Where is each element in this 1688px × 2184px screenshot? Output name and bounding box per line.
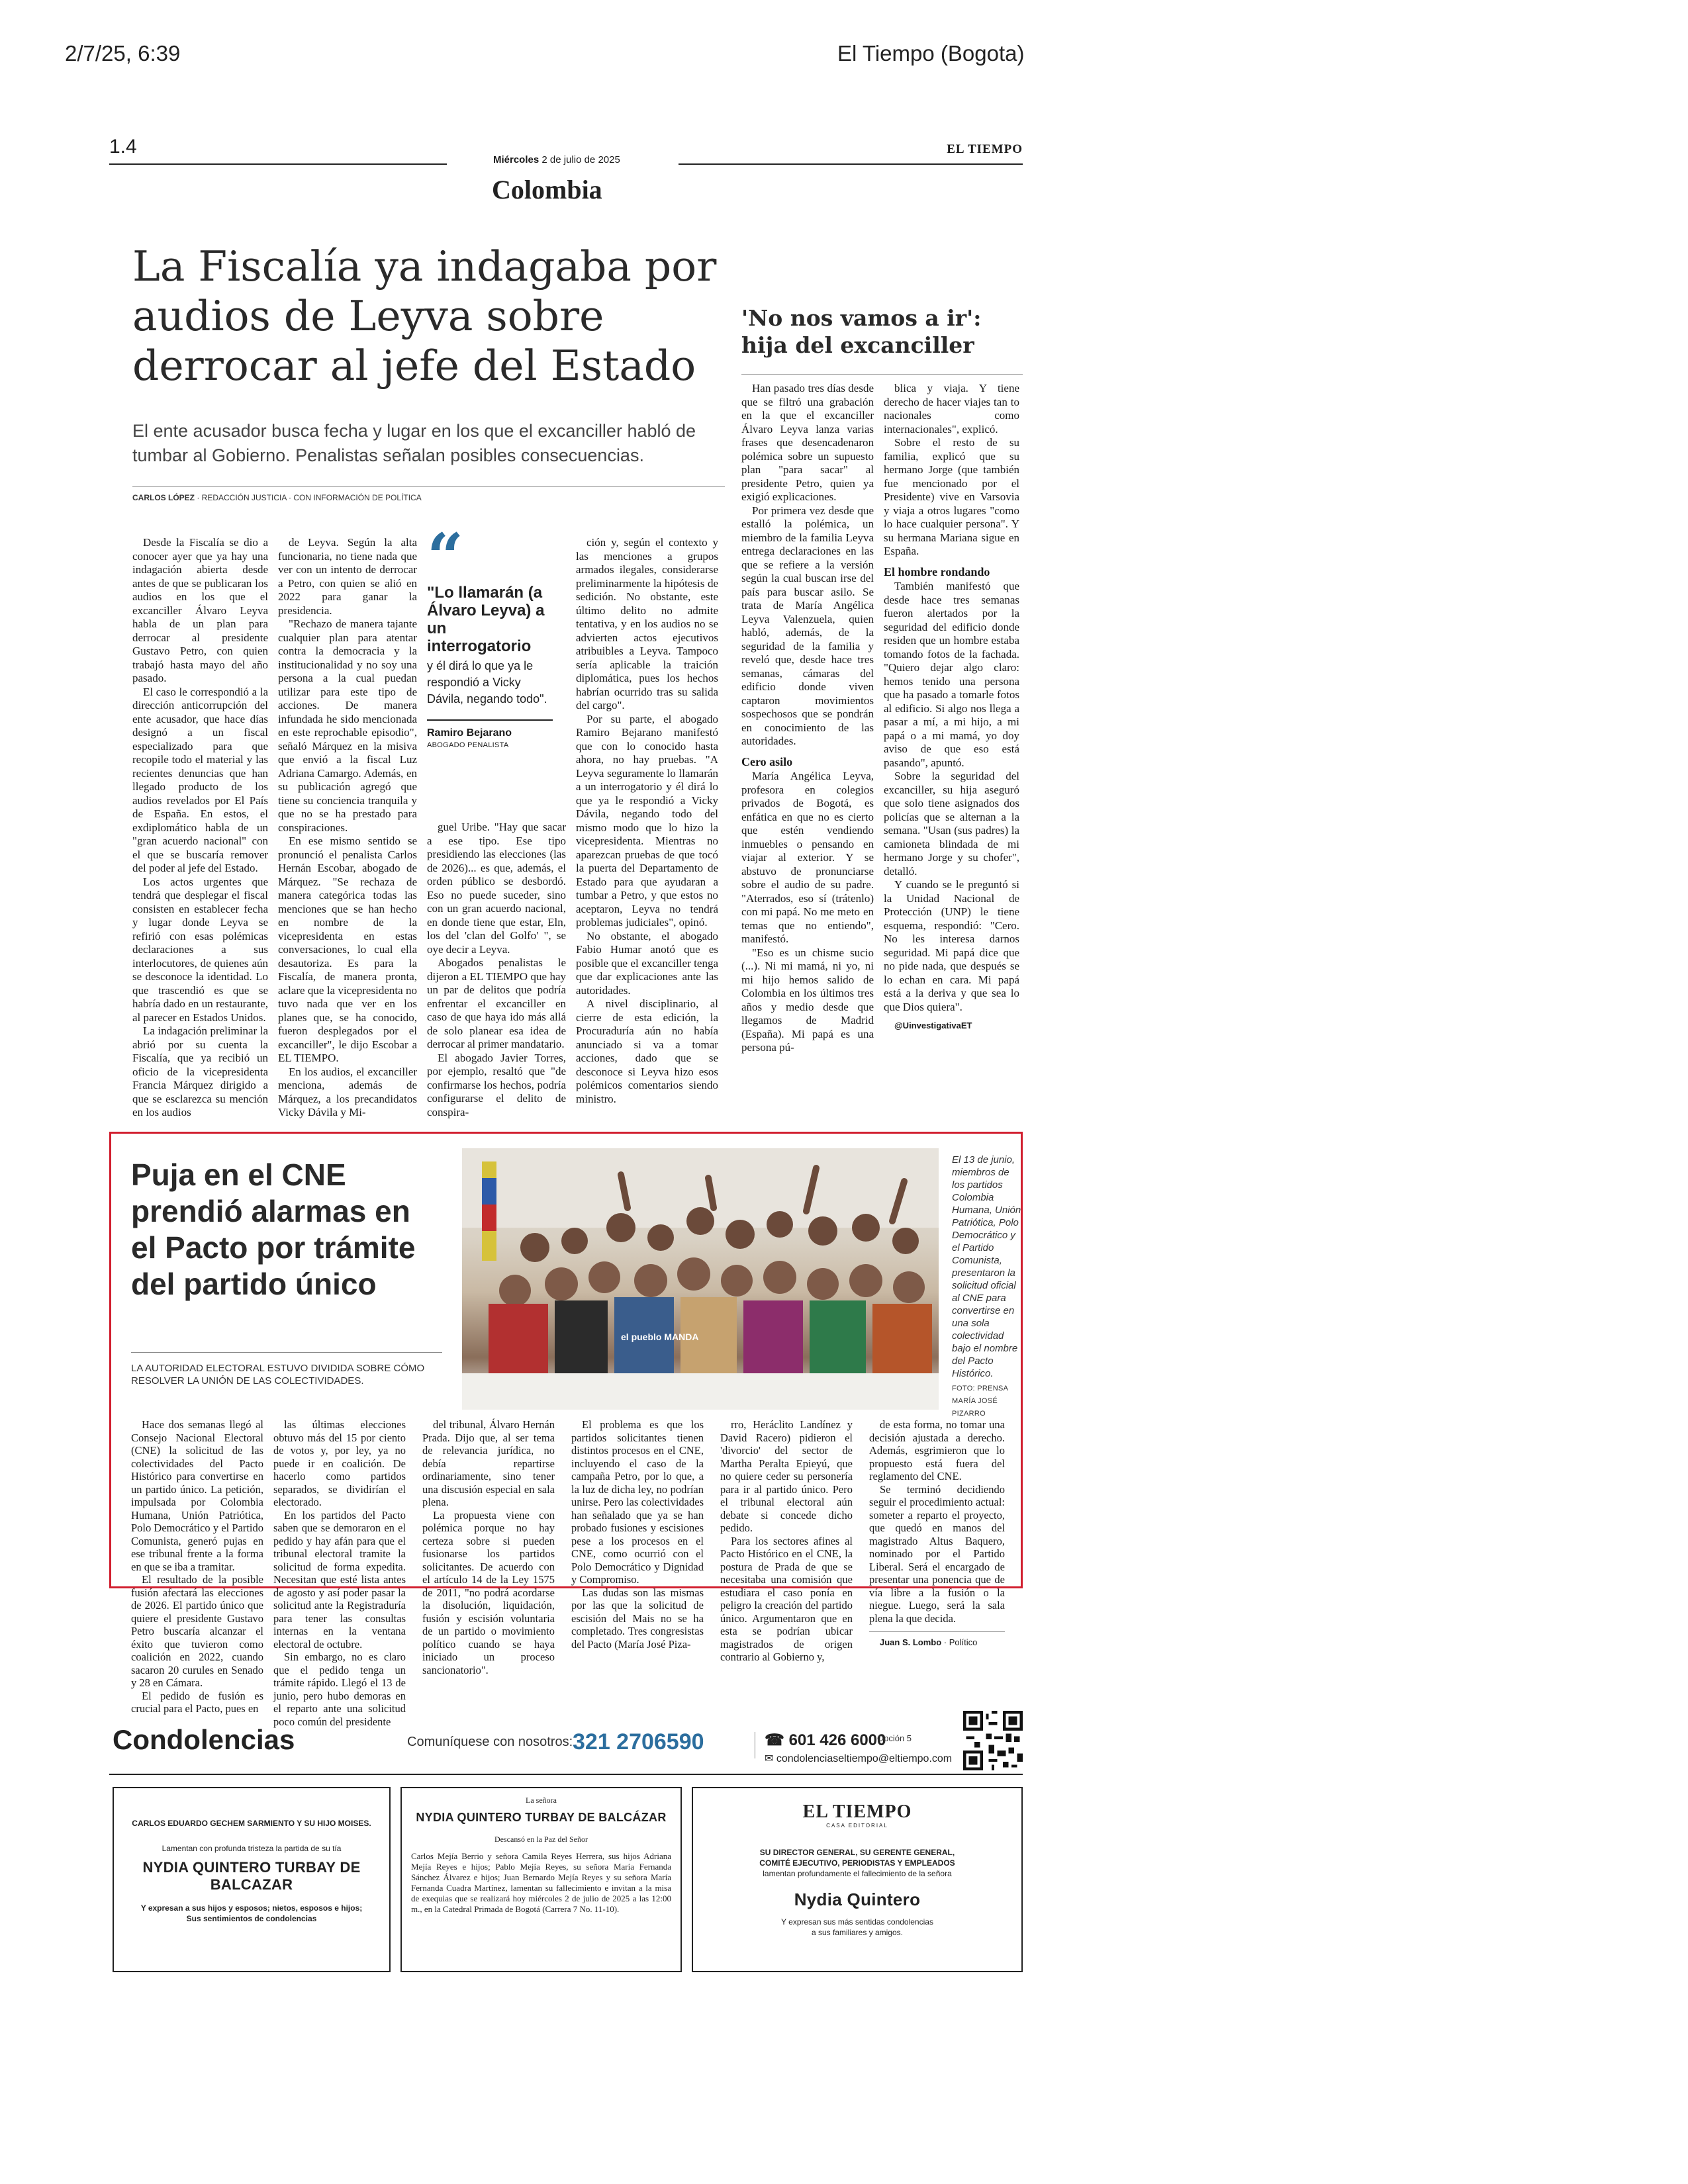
crowd-photo-illustration bbox=[462, 1148, 939, 1410]
paragraph: Para los sectores afines al Pacto Histórico en el CNE, la postura de Prada de que se necesitaba una comisión que estudiara el caso ponía en peligro la creación del partido único. Argumentaron que en esta se podrían ubicar magistrados de origen contrario al Gobierno y, bbox=[720, 1534, 853, 1663]
byline-name: CARLOS LÓPEZ bbox=[132, 493, 195, 502]
sidebar-col-2 bbox=[884, 382, 1019, 1033]
whatsapp-phone: 321 2706590 bbox=[573, 1729, 704, 1754]
paragraph: El problema es que los partidos solicitantes tienen distintos procesos en el CNE, incluyendo el caso de la campaña Petro, por lo que, a la luz de dicha ley, no podrían unirse. Pero las colectividades han señalado que ya se han probado fusiones y escisiones pese a los procesos en el CNE, como ocurrió con el Polo Democrático y Dignidad y Compromiso. bbox=[571, 1418, 704, 1586]
condolences-contact bbox=[407, 1729, 963, 1762]
print-timestamp: 2/7/25, 6:39 bbox=[65, 41, 181, 66]
ad-deceased-name: Nydia Quintero bbox=[794, 1889, 921, 1909]
box-col-1 bbox=[131, 1418, 263, 1715]
ad-from: CARLOS EDUARDO GECHEM SARMIENTO Y SU HIJO MOISES. bbox=[132, 1819, 371, 1828]
paragraph: rro, Heráclito Landínez y David Racero) pidieron el 'divorcio' del sector de Martha Peralta Epieyú, que no quiere ceder su personería para ir al partido único. Pero el tribunal electoral aún debate si concede dicho pedido. bbox=[720, 1418, 853, 1534]
ad-line-1: SU DIRECTOR GENERAL, SU GERENTE GENERAL, bbox=[759, 1848, 955, 1857]
condolence-ad-gechem bbox=[113, 1787, 391, 1972]
social-handle: @UinvestigativaET bbox=[894, 1021, 972, 1030]
paragraph: También manifestó que desde hace tres semanas fueron alertados por la seguridad del edificio donde residen que un hombre estaba tomando fotos de la fachada. "Quiero dejar algo claro: hemos tenido una persona que ha pasado a tomarle fotos al edificio. Si algo nos llega a pasar a mí, a mi hijo, a mi papá o a mi mamá, yo doy aviso de que eso está pasando", apuntó. bbox=[884, 580, 1019, 769]
paragraph: A nivel disciplinario, al cierre de esta edición, la Procuraduría aún no había anunciado si va a tomar acciones, dado que se desconoce si Leyva hizo esos polémicos comentarios siendo ministro. bbox=[576, 997, 718, 1105]
ad-closing-1: Y expresan a sus hijos y esposos; nietos, esposos e hijos; bbox=[140, 1903, 363, 1913]
ad-brand-sub: CASA EDITORIAL bbox=[826, 1823, 888, 1829]
paragraph: Desde la Fiscalía se dio a conocer ayer que ya hay una indagación abierta desde antes de que se publicaran los audios en los que el excanciller Álvaro Leyva habla de un plan para derrocar al presidente Gustavo Petro, con quien trabajó hasta mayo del año pasado. bbox=[132, 536, 268, 684]
paragraph: Se terminó decidiendo seguir el procedimiento actual: someter a reparto el proyecto, que quedó en manos del magistrado Altus Baquero, nominado por el Partido Liberal. Será el encargado de presentar una ponencia que de vía libre a la fusión o la niegue. Luego, será la sala plena la que decida. bbox=[869, 1482, 1005, 1625]
paragraph: El caso le correspondió a la dirección anticorrupción del ente acusador, que hace días designó a un fiscal especializado para que recopile todo el material y las recientes denuncias que han llegado producto de los audios revelados por El País de España. En estos, el exdiplomático habla de un "gran acuerdo nacional" con el que se buscaría remover del poder al jefe del Estado. bbox=[132, 685, 268, 874]
folio-day: Miércoles bbox=[493, 154, 539, 165]
pull-quote-rule bbox=[427, 719, 553, 721]
signature-name: Juan S. Lombo bbox=[880, 1637, 942, 1647]
landline-phone: ☎ 601 426 6000 bbox=[765, 1731, 886, 1749]
main-col-2 bbox=[278, 536, 417, 1120]
main-col-1 bbox=[132, 536, 268, 1120]
paragraph: Por primera vez desde que estalló la polémica, un miembro de la familia Leyva entrega declaraciones en las que se refiere a la versión según la cual buscan irse del país para buscar asilo. Se trata de María Angélica Leyva Valenzuela, quien habló, además, de la seguridad de la familia y reveló que, desde hace tres semanas, cámaras del edificio donde viven captaron movimientos sospechosos que se pondrán en conocimiento de las autoridades. bbox=[741, 504, 874, 747]
ad-rest: Descansó en la Paz del Señor bbox=[494, 1835, 588, 1844]
sidebar-col-1 bbox=[741, 382, 874, 1055]
folio-rule-right bbox=[679, 163, 1023, 165]
paragraph: Sobre la seguridad del excanciller, su hija aseguró que solo tiene asignados dos policías que se alternan a la semana. "Usan (sus padres) la camioneta blindada de mi hermano Jorge y su chofer", detalló. bbox=[884, 770, 1019, 878]
condolences-rule bbox=[109, 1774, 1023, 1775]
sidebar-subhead: Cero asilo bbox=[741, 754, 793, 768]
paragraph: En los partidos del Pacto saben que se demoraron en el pedido y hay afán para que el tribunal electoral tramite la solicitud de forma expedita. Necesitan que esté lista antes de agosto y así poder pasar la solicitud ante la Registraduría para tener las consultas internas en la ventana electoral de octubre. bbox=[273, 1508, 406, 1651]
folio-date-rest: 2 de julio de 2025 bbox=[541, 154, 620, 165]
paragraph: La indagación preliminar la abrió por su cuenta la Fiscalía, que ya recibió un oficio de la vicepresidenta Francia Márquez dirigido a que se esclarezca su mención en los audios bbox=[132, 1024, 268, 1118]
main-col-3 bbox=[427, 821, 566, 1119]
paragraph: El resultado de la posible fusión afectará las elecciones de 2026. El partido único que quiere el presidente Gustavo Petro buscaría alcanzar el éxito que tuvieron como coalición en 2022, cuando sacaron 20 curules en Senado y 28 en Cámara. bbox=[131, 1573, 263, 1689]
paragraph: Y cuando se le preguntó si la Unidad Nacional de Protección (UNP) le tiene esquema, respondió: "Cero. No les interesa darnos seguridad. Mi papá dice que no pide nada, que después se lo echan en cara. Mi papá está a la deriva y que sea lo que Dios quiera". bbox=[884, 878, 1019, 1013]
page-number: 1.4 bbox=[109, 136, 137, 158]
photo-caption-text: El 13 de junio, miembros de los partidos Colombia Humana, Unión Patriótica, Polo Democrático y el Partido Comunista, presentaron la solicitud oficial al CNE para convertirse en una sola colectividad bajo el nombre del Pacto Histórico. bbox=[952, 1154, 1021, 1379]
ad-pre: La señora bbox=[526, 1796, 557, 1805]
byline bbox=[132, 493, 422, 502]
byline-rule bbox=[132, 486, 725, 487]
paragraph: las últimas elecciones obtuvo más del 15 por ciento de votos y, por ley, ya no puede ir en coalición. De hacerlo como partidos separados, se dividirían el electorado. bbox=[273, 1418, 406, 1508]
box-col-2 bbox=[273, 1418, 406, 1728]
ad-closing-1: Y expresan sus más sentidas condolencias bbox=[781, 1917, 933, 1927]
paragraph: En los audios, el excanciller menciona, además de Márquez, a los precandidatos Vicky Dávila y Mi- bbox=[278, 1065, 417, 1118]
main-col-4 bbox=[576, 536, 718, 1106]
box-col-4 bbox=[571, 1418, 704, 1651]
paragraph: El pedido de fusión es crucial para el Pacto, pues en bbox=[131, 1689, 263, 1715]
paragraph: Por su parte, el abogado Ramiro Bejarano manifestó que con lo conocido hasta ahora, no hay pruebas. "A Leyva seguramente lo llamarán a un interrogatorio y él dirá lo que ya le respondió a Vicky Dávila, negando todo del mismo modo que lo hizo la vicepresidenta. Mientras no aparezcan pruebas de que tocó la puerta del Departamento de Estado para que ayudaran a tumbar a Petro, y que estos no aceptaron, Leyva no tendrá problemas judiciales", opinó. bbox=[576, 712, 718, 929]
paragraph: No obstante, el abogado Fabio Humar anotó que es posible que el excanciller tenga que dar explicaciones ante las autoridades. bbox=[576, 929, 718, 997]
paragraph: de Leyva. Según la alta funcionaria, no tiene nada que ver con un intento de derrocar a Petro, con quien se alió en 2022 para ganar la presidencia. bbox=[278, 536, 417, 617]
pull-quote-text: "Lo llamarán (a Álvaro Leyva) a un interrogatorio bbox=[427, 584, 545, 655]
signature-rest: · Político bbox=[941, 1637, 978, 1647]
paragraph: Han pasado tres días desde que se filtró una grabación en la que el excanciller Álvaro Leyva lanza varias frases que desencadenaron polémica sobre un supuesto plan "para sacar" al presidente Petro, quien ya exigió explicaciones. bbox=[741, 382, 874, 503]
ad-deceased-name: NYDIA QUINTERO TURBAY DE BALCÁZAR bbox=[416, 1811, 667, 1824]
condolence-ad-eltiempo bbox=[692, 1787, 1023, 1972]
box-col-6 bbox=[869, 1418, 1005, 1649]
ad-deceased-name: NYDIA QUINTERO TURBAY DE BALCAZAR bbox=[142, 1859, 361, 1893]
brand-logo: EL TIEMPO bbox=[947, 142, 1023, 156]
print-source: El Tiempo (Bogota) bbox=[837, 41, 1025, 66]
paragraph: "Rechazo de manera tajante cualquier plan para atentar contra la democracia y la institucionalidad y no soy una persona a la cual puedan utilizar para este tipo de acciones. De manera infundada he sido mencionada en este reprochable episodio", señaló Márquez en la misiva que envió a la fiscal Luz Adriana Camargo. Además, en su publicación agregó que tiene su conciencia tranquila y que no se ha prestado para conspiraciones. bbox=[278, 617, 417, 834]
paragraph: Sin embargo, no es claro que el pedido tenga un trámite rápido. Llegó el 13 de junio, pero hubo demoras en el reparto ante una solicitud poco común del presidente bbox=[273, 1651, 406, 1728]
quote-mark-icon: “ bbox=[427, 520, 464, 594]
ad-line-3: lamentan profundamente el fallecimiento de la señora bbox=[763, 1869, 952, 1878]
folio bbox=[109, 136, 1023, 208]
box-headline: Puja en el CNE prendió alarmas en el Pacto por trámite del partido único bbox=[131, 1158, 416, 1301]
contact-email: ✉ condolenciaseltiempo@eltiempo.com bbox=[765, 1753, 953, 1764]
condolence-ad-mejia bbox=[400, 1787, 682, 1972]
paragraph: La propuesta viene con polémica porque no hay certeza sobre si pueden fusionarse los partidos solicitantes. De acuerdo con el artículo 14 de la Ley 1575 de 2011, "no podrá acordarse la disolución, liquidación, fusión y escisión voluntaria de un partido o movimiento político cuando se haya iniciado un proceso sancionatorio". bbox=[422, 1508, 555, 1676]
contact-label: Comuníquese con nosotros: bbox=[407, 1735, 573, 1749]
paragraph: Las dudas son las mismas por las que la solicitud de escisión del Mais no se ha completado. Tres congresistas del Pacto (María José Piza- bbox=[571, 1586, 704, 1651]
paragraph: guel Uribe. "Hay que sacar a ese tipo. Ese tipo presidiendo las elecciones (las de 2026)... es que, además, el orden público se desbordó. Eso no puede suceder, sino con un gran acuerdo nacional, en donde tiene que estar, Eln, los del 'clan del Golfo' ", se oye decir a Leyva. bbox=[427, 821, 566, 956]
box-col-3 bbox=[422, 1418, 555, 1676]
photo-banner-text: el pueblo MANDA bbox=[621, 1332, 699, 1342]
paragraph: blica y viaja. Y tiene derecho de hacer viajes tan to nacionales como internacionales", explicó. bbox=[884, 382, 1019, 435]
paragraph: "Eso es un chisme sucio (...). Ni mi mamá, ni yo, ni mi hijo hemos salido de Colombia en los últimos tres años y medio desde que llegamos de Madrid (España). Mi papá es una persona pú- bbox=[741, 946, 874, 1054]
ad-body: Carlos Mejía Berrio y señora Camila Reyes Herrera, sus hijos Adriana Mejía Reyes e hijos; Pablo Mejía Reyes, su señora María Fernanda Sánchez Álvarez e hijos; Juan Bernardo Mejía Reyes y su señora María Fernanda Cuadra Martínez, lamentan su fallecimiento e invitan a la misa de exequias que se realizará hoy miércoles 2 de julio de 2025 a las 12:00 m., en la Catedral Primada de Bogotá (Carrera 7 No. 11-10). bbox=[411, 1851, 671, 1914]
boxed-story bbox=[109, 1132, 1023, 1728]
pull-quote-text-rest: y él dirá lo que ya le respondió a Vicky Dávila, negando todo". bbox=[427, 659, 547, 705]
sidebar-subhead: El hombre rondando bbox=[884, 565, 990, 578]
sidebar-rule bbox=[741, 374, 1023, 375]
paragraph: En ese mismo sentido se pronunció el penalista Carlos Hernán Escobar, abogado de Márquez. "Se rechaza de manera categórica todas las menciones que se han hecho en nombre de la vicepresidenta en estas conversaciones, lo cual ella desautoriza. Es para la Fiscalía, de manera pronta, aclare que la vicepresidenta no tuvo nada que ver en los planes que, se ha conocido, fueron desplegados por el excanciller", le dijo Escobar a EL TIEMPO. bbox=[278, 835, 417, 1064]
condolences-title: Condolencias bbox=[113, 1724, 295, 1755]
paragraph: Hace dos semanas llegó al Consejo Nacional Electoral (CNE) la solicitud de las colectividades del Pacto Histórico para convertirse en un partido único. La petición, impulsada por Colombia Humana, Unión Patriótica, Polo Democrático y el Partido Comunista, generó pujas en ese tribunal frente a la forma en que se iba a tramitar. bbox=[131, 1418, 263, 1573]
folio-date bbox=[493, 154, 620, 165]
paragraph: María Angélica Leyva, profesora en colegios privados de Bogotá, es enfática en que no es cierto que estén vendiendo inmuebles o pensando en viajar al exterior. Y se abstuvo de pronunciarse sobre el audio de su padre. "Aterrados, eso sí (trátenlo) con mi papá. No me meto en temas que no entiendo", manifestó. bbox=[741, 770, 874, 945]
ad-lament: Lamentan con profunda tristeza la partida de su tía bbox=[162, 1844, 342, 1853]
ad-closing-2: Sus sentimientos de condolencias bbox=[186, 1914, 317, 1923]
news-photo bbox=[462, 1148, 939, 1410]
newspaper-page bbox=[109, 136, 1023, 2015]
email-address: condolenciaseltiempo@eltiempo.com bbox=[776, 1753, 953, 1764]
section-title: Colombia bbox=[492, 175, 602, 205]
byline-rest: · REDACCIÓN JUSTICIA · CON INFORMACIÓN DE POLÍTICA bbox=[195, 493, 422, 502]
main-headline: La Fiscalía ya indagaba por audios de Leyva sobre derrocar al jefe del Estado bbox=[132, 242, 717, 390]
phone-option: Opción 5 bbox=[877, 1733, 912, 1743]
box-col-5 bbox=[720, 1418, 853, 1664]
main-dek: El ente acusador busca fecha y lugar en los que el excanciller habló de tumbar al Gobierno. Penalistas señalan posibles consecuencias. bbox=[132, 421, 696, 465]
paragraph: del tribunal, Álvaro Hernán Prada. Dijo que, al ser tema de relevancia jurídica, no debía repartirse ordinariamente, sino tener una discusión especial en sala plena. bbox=[422, 1418, 555, 1508]
photo-credit: FOTO: PRENSA MARÍA JOSÉ PIZARRO bbox=[952, 1385, 1008, 1418]
ad-brand-logo: EL TIEMPO bbox=[802, 1801, 912, 1822]
ad-line-2: COMITÉ EJECUTIVO, PERIODISTAS Y EMPLEADOS bbox=[759, 1858, 955, 1868]
print-header bbox=[0, 41, 1688, 68]
paragraph: El abogado Javier Torres, por ejemplo, resaltó que "de confirmarse los hechos, podría configurarse el delito de conspira- bbox=[427, 1051, 566, 1118]
paragraph: Abogados penalistas le dijeron a EL TIEMPO que hay un par de delitos que podría enfrentar el excanciller en caso de que haya ido más allá de solo planear esa idea de derrocar al primer mandatario. bbox=[427, 956, 566, 1050]
landline-number: 601 426 6000 bbox=[788, 1731, 886, 1749]
box-rule bbox=[131, 1352, 442, 1353]
qr-code-icon bbox=[963, 1711, 1023, 1770]
pull-quote-name: Ramiro Bejarano bbox=[427, 727, 512, 739]
paragraph: ción y, según el contexto y las menciones a grupos armados ilegales, considerarse preliminarmente la hipótesis de sedición. No obstante, este último delito no admite tentativa, y en los audios no se advierten actos ejecutivos atribuibles a Leyva. Tampoco sería aplicable la traición diplomática, pues los hechos habrían ocurrido tras su salida del cargo". bbox=[576, 536, 718, 711]
photo-caption bbox=[952, 1154, 1021, 1420]
sidebar-headline: 'No nos vamos a ir': hija del excanciller bbox=[741, 305, 982, 358]
signature bbox=[869, 1631, 1005, 1649]
paragraph: de esta forma, no tomar una decisión ajustada a derecho. Además, esgrimieron que lo propuesto está fuera del reglamento del CNE. bbox=[869, 1418, 1005, 1482]
pull-quote-role: ABOGADO PENALISTA bbox=[427, 741, 509, 749]
paragraph: Sobre el resto de su familia, explicó que su hermano Jorge (que también fue mencionado por el Presidente) vive en Varsovia y viaja a otros lugares "como lo hace cualquier persona". Y su hermana Mariana sigue en España. bbox=[884, 436, 1019, 557]
ad-closing-2: a sus familiares y amigos. bbox=[811, 1928, 904, 1937]
box-subhead: LA AUTORIDAD ELECTORAL ESTUVO DIVIDIDA SOBRE CÓMO RESOLVER LA UNIÓN DE LAS COLECTIVIDADES. bbox=[131, 1363, 425, 1387]
paragraph: Los actos urgentes que tendrá que desplegar el fiscal consisten en establecer fecha y lugar donde Leyva se refirió con esas polémicas declaraciones a sus interlocutores, de quienes aún se desconoce la identidad. Lo que trascendió es que se habría dado en un restaurante, al parecer en Estados Unidos. bbox=[132, 875, 268, 1024]
pull-quote bbox=[427, 520, 553, 749]
folio-rule-left bbox=[109, 163, 447, 165]
